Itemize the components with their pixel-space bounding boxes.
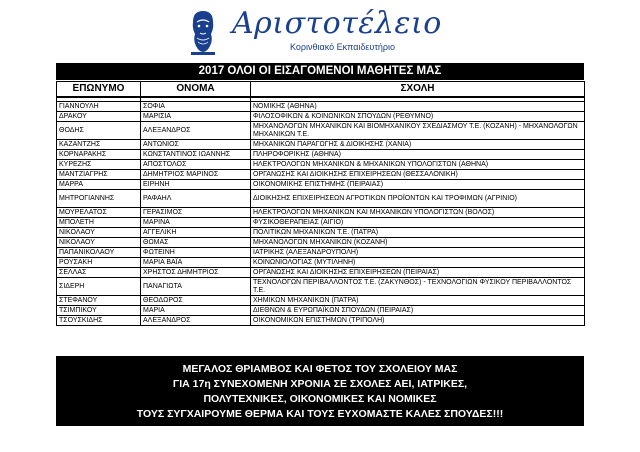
name-cell: ΧΡΗΣΤΟΣ ΔΗΜΗΤΡΙΟΣ bbox=[141, 268, 251, 278]
column-header-name: ΟΝΟΜΑ bbox=[141, 82, 251, 97]
banner-line: ΜΕΓΑΛΟΣ ΘΡΙΑΜΒΟΣ ΚΑΙ ΦΕΤΟΣ ΤΟΥ ΣΧΟΛΕΙΟΥ ΜΑΣ bbox=[182, 363, 458, 375]
name-cell: ΠΑΝΑΓΙΩΤΑ bbox=[141, 278, 251, 296]
surname-cell: ΜΑΡΡΑ bbox=[57, 180, 141, 190]
page-title: 2017 ΟΛΟΙ ΟΙ ΕΙΣΑΓΟΜΕΝΟΙ ΜΑΘΗΤΕΣ ΜΑΣ bbox=[56, 63, 584, 80]
table-row bbox=[57, 218, 585, 228]
name-cell: ΔΗΜΗΤΡΙΟΣ ΜΑΡΙΝΟΣ bbox=[141, 170, 251, 180]
name-cell: ΡΑΦΑΗΛ bbox=[141, 190, 251, 208]
school-cell: ΤΕΧΝΟΛΟΓΩΝ ΠΕΡΙΒΑΛΛΟΝΤΟΣ Τ.Ε. (ΖΑΚΥΝΘΟΣ) - ΤΕΧΝΟΛΟΓΙΩΝ ΦΥΣΙΚΟΥ ΠΕΡΙΒΑΛΛΟΝΤΟΣ Τ.Ε. bbox=[251, 278, 585, 296]
name-cell: ΜΑΡΙΑ ΒΑΪΑ bbox=[141, 258, 251, 268]
school-cell: ΟΡΓΑΝΩΣΗΣ ΚΑΙ ΔΙΟΙΚΗΣΗΣ ΕΠΙΧΕΙΡΗΣΕΩΝ (ΠΕΙΡΑΙΑΣ) bbox=[251, 268, 585, 278]
header bbox=[0, 0, 640, 60]
school-cell: ΜΗΧΑΝΙΚΩΝ ΠΑΡΑΓΩΓΗΣ & ΔΙΟΙΚΗΣΗΣ (ΧΑΝΙΑ) bbox=[251, 140, 585, 150]
school-cell: ΠΟΛΙΤΙΚΩΝ ΜΗΧΑΝΙΚΩΝ Τ.Ε. (ΠΑΤΡΑ) bbox=[251, 228, 585, 238]
table-row bbox=[57, 102, 585, 112]
surname-cell: ΡΟΥΣΑΚΗ bbox=[57, 258, 141, 268]
school-cell: ΔΙΟΙΚΗΣΗΣ ΕΠΙΧΕΙΡΗΣΕΩΝ ΑΓΡΟΤΙΚΩΝ ΠΡΟΪΟΝΤΩΝ ΚΑΙ ΤΡΟΦΙΜΩΝ (ΑΓΡΙΝΙΟ) bbox=[251, 190, 585, 208]
surname-cell: ΣΤΕΦΑΝΟΥ bbox=[57, 296, 141, 306]
name-cell: ΘΕΟΔΩΡΟΣ bbox=[141, 296, 251, 306]
name-cell: ΑΛΕΞΑΝΔΡΟΣ bbox=[141, 122, 251, 140]
table-row bbox=[57, 150, 585, 160]
table-row bbox=[57, 268, 585, 278]
name-cell: ΘΩΜΑΣ bbox=[141, 238, 251, 248]
table-row bbox=[57, 140, 585, 150]
school-cell: ΧΗΜΙΚΩΝ ΜΗΧΑΝΙΚΩΝ (ΠΑΤΡΑ) bbox=[251, 296, 585, 306]
logo-subtitle: Κορινθιακό Εκπαιδευτήριο bbox=[290, 42, 396, 52]
name-cell: ΑΓΓΕΛΙΚΗ bbox=[141, 228, 251, 238]
table-row bbox=[57, 228, 585, 238]
school-cell: ΗΛΕΚΤΡΟΛΟΓΩΝ ΜΗΧΑΝΙΚΩΝ ΚΑΙ ΜΗΧΑΝΙΚΩΝ ΥΠΟΛΟΓΙΣΤΩΝ (ΒΟΛΟΣ) bbox=[251, 208, 585, 218]
surname-cell: ΠΑΠΑΝΙΚΟΛΑΟΥ bbox=[57, 248, 141, 258]
school-cell: ΜΗΧΑΝΟΛΟΓΩΝ ΜΗΧΑΝΙΚΩΝ ΚΑΙ ΒΙΟΜΗΧΑΝΙΚΟΥ ΣΧΕΔΙΑΣΜΟΥ Τ.Ε. (ΚΟΖΑΝΗ) - ΜΗΧΑΝΟΛΟΓΩΝ ΜΗΧΑΝΙΚΩΝ Τ.Ε. bbox=[251, 122, 585, 140]
table-row bbox=[57, 122, 585, 140]
surname-cell: ΚΟΡΝΑΡΑΚΗΣ bbox=[57, 150, 141, 160]
name-cell: ΜΑΡΙΣΙΑ bbox=[141, 112, 251, 122]
table-row bbox=[57, 296, 585, 306]
surname-cell: ΣΕΛΛΑΣ bbox=[57, 268, 141, 278]
name-cell: ΕΙΡΗΝΗ bbox=[141, 180, 251, 190]
school-cell: ΟΙΚΟΝΟΜΙΚΗΣ ΕΠΙΣΤΗΜΗΣ (ΠΕΙΡΑΙΑΣ) bbox=[251, 180, 585, 190]
table-row bbox=[57, 180, 585, 190]
surname-cell: ΚΥΡΕΖΗΣ bbox=[57, 160, 141, 170]
name-cell: ΑΠΟΣΤΟΛΟΣ bbox=[141, 160, 251, 170]
surname-cell: ΚΑΖΑΝΤΖΗΣ bbox=[57, 140, 141, 150]
name-cell: ΚΩΝΣΤΑΝΤΙΝΟΣ ΙΩΑΝΝΗΣ bbox=[141, 150, 251, 160]
surname-cell: ΓΙΑΝΝΟΥΛΗ bbox=[57, 102, 141, 112]
table-header-row bbox=[57, 82, 585, 97]
name-cell: ΑΝΤΩΝΙΟΣ bbox=[141, 140, 251, 150]
name-cell: ΜΑΡΙΑ bbox=[141, 306, 251, 316]
school-cell: ΠΛΗΡΟΦΟΡΙΚΗΣ (ΑΘΗΝΑ) bbox=[251, 150, 585, 160]
table-row bbox=[57, 238, 585, 248]
table-row bbox=[57, 170, 585, 180]
table-row bbox=[57, 258, 585, 268]
surname-cell: ΝΙΚΟΛΑΟΥ bbox=[57, 228, 141, 238]
table-row bbox=[57, 112, 585, 122]
table-row bbox=[57, 278, 585, 296]
table-row bbox=[57, 248, 585, 258]
banner-line: ΓΙΑ 17η ΣΥΝΕΧΟΜΕΝΗ ΧΡΟΝΙΑ ΣΕ ΣΧΟΛΕΣ ΑΕΙ, ΙΑΤΡΙΚΕΣ, bbox=[172, 378, 468, 390]
school-cell: ΚΟΙΝΩΝΙΟΛΟΓΙΑΣ (ΜΥΤΙΛΗΝΗ) bbox=[251, 258, 585, 268]
surname-cell: ΜΠΟΛΕΤΗ bbox=[57, 218, 141, 228]
name-cell: ΓΕΡΑΣΙΜΟΣ bbox=[141, 208, 251, 218]
school-cell: ΟΙΚΟΝΟΜΙΚΩΝ ΕΠΙΣΤΗΜΩΝ (ΤΡΙΠΟΛΗ) bbox=[251, 316, 585, 326]
name-cell: ΦΩΤΕΙΝΗ bbox=[141, 248, 251, 258]
name-cell: ΜΑΡΙΝΑ bbox=[141, 218, 251, 228]
surname-cell: ΜΑΝΤΖΙΑΓΡΗΣ bbox=[57, 170, 141, 180]
surname-cell: ΣΙΔΕΡΗ bbox=[57, 278, 141, 296]
table-row bbox=[57, 190, 585, 208]
logo-wordmark: Αριστοτέλειο bbox=[232, 6, 442, 41]
school-cell: ΔΙΕΘΝΩΝ & ΕΥΡΩΠΑΪΚΩΝ ΣΠΟΥΔΩΝ (ΠΕΙΡΑΙΑΣ) bbox=[251, 306, 585, 316]
name-cell: ΑΛΕΞΑΝΔΡΟΣ bbox=[141, 316, 251, 326]
banner-line: ΠΟΛΥΤΕΧΝΙΚΕΣ, ΟΙΚΟΝΟΜΙΚΕΣ ΚΑΙ ΝΟΜΙΚΕΣ bbox=[203, 393, 437, 405]
school-cell: ΜΗΧΑΝΟΛΟΓΩΝ ΜΗΧΑΝΙΚΩΝ (ΚΟΖΑΝΗ) bbox=[251, 238, 585, 248]
school-cell: ΟΡΓΑΝΩΣΗΣ ΚΑΙ ΔΙΟΙΚΗΣΗΣ ΕΠΙΧΕΙΡΗΣΕΩΝ (ΘΕΣΣΑΛΟΝΙΚΗ) bbox=[251, 170, 585, 180]
banner-line: ΤΟΥΣ ΣΥΓΧΑΙΡΟΥΜΕ ΘΕΡΜΑ ΚΑΙ ΤΟΥΣ ΕΥΧΟΜΑΣΤΕ ΚΑΛΕΣ ΣΠΟΥΔΕΣ!!! bbox=[136, 408, 504, 420]
students-table bbox=[56, 81, 585, 326]
school-cell: ΦΙΛΟΣΟΦΙΚΩΝ & ΚΟΙΝΩΝΙΚΩΝ ΣΠΟΥΔΩΝ (ΡΕΘΥΜΝΟ) bbox=[251, 112, 585, 122]
table-row bbox=[57, 306, 585, 316]
congratulations-banner bbox=[56, 356, 584, 426]
school-cell: ΦΥΣΙΚΟΘΕΡΑΠΕΙΑΣ (ΑΙΓΙΟ) bbox=[251, 218, 585, 228]
table-row bbox=[57, 208, 585, 218]
name-cell: ΣΟΦΙΑ bbox=[141, 102, 251, 112]
column-header-school: ΣΧΟΛΗ bbox=[251, 82, 585, 97]
table-row bbox=[57, 160, 585, 170]
surname-cell: ΤΣΟΥΣΚΙΔΗΣ bbox=[57, 316, 141, 326]
table-row bbox=[57, 316, 585, 326]
surname-cell: ΜΟΥΡΕΛΑΤΟΣ bbox=[57, 208, 141, 218]
surname-cell: ΜΗΤΡΟΓΙΑΝΝΗΣ bbox=[57, 190, 141, 208]
surname-cell: ΝΙΚΟΛΑΟΥ bbox=[57, 238, 141, 248]
school-cell: ΝΟΜΙΚΗΣ (ΑΘΗΝΑ) bbox=[251, 102, 585, 112]
surname-cell: ΤΣΙΜΠΙΚΟΥ bbox=[57, 306, 141, 316]
school-cell: ΙΑΤΡΙΚΗΣ (ΑΛΕΞΑΝΔΡΟΥΠΟΛΗ) bbox=[251, 248, 585, 258]
surname-cell: ΔΡΑΚΟΥ bbox=[57, 112, 141, 122]
surname-cell: ΘΟΔΗΣ bbox=[57, 122, 141, 140]
aristotle-bust-icon bbox=[183, 8, 223, 56]
column-header-surname: ΕΠΩΝΥΜΟ bbox=[57, 82, 141, 97]
school-cell: ΗΛΕΚΤΡΟΛΟΓΩΝ ΜΗΧΑΝΙΚΩΝ & ΜΗΧΑΝΙΚΩΝ ΥΠΟΛΟΓΙΣΤΩΝ (ΑΘΗΝΑ) bbox=[251, 160, 585, 170]
